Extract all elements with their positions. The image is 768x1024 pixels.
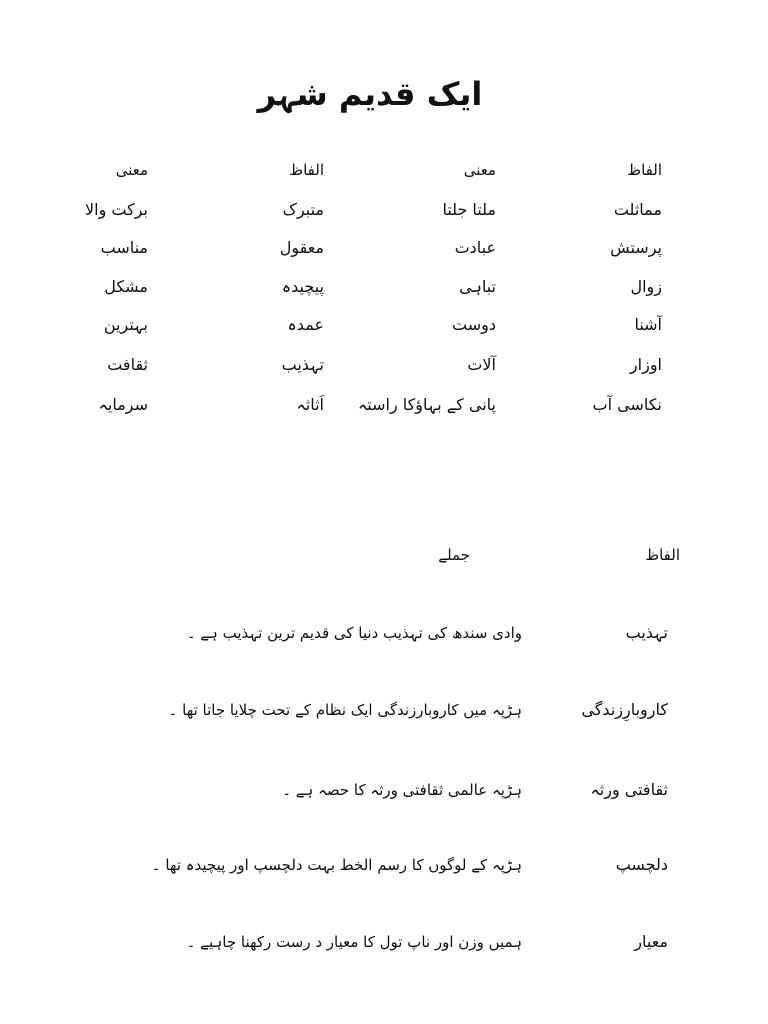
vocab-meaning: آلات [467,355,496,374]
vocab-word: معقول [279,238,324,257]
sentence-text: ہڑپہ میں کاروبارزندگی ایک نظام کے تحت چلایا جاتا تھا ۔ [168,701,522,719]
vocab-word: اوزار [629,355,662,374]
sentence-word: دلچسپ [615,855,668,874]
sentence-text: ہڑپہ عالمی ثقافتی ورثہ کا حصہ ہے ۔ [282,781,522,799]
vocab-word: متبرک [282,200,324,219]
vocab-word: نکاسی آب [592,395,662,414]
vocab-word: عمدہ [287,315,324,334]
vocab-meaning: برکت والا [85,200,148,219]
vocab-word: اَثاثہ [296,395,324,414]
vocab-meaning: تباہی [459,277,496,296]
sentence-word: تہذیب [625,623,668,642]
vocab-meaning: پانی کے بہاؤکا راستہ [357,395,496,414]
vocab-meaning: دوست [452,315,496,334]
vocab-word: پرستش [610,238,662,257]
header-meaning-2: معنی [115,161,148,179]
sentence-text: ہڑپہ کے لوگوں کا رسم الخط بہت دلچسپ اور پیچیدہ تھا ۔ [151,856,522,874]
vocab-word: مماثلت [613,200,662,219]
sentence-word: ثقافتی ورثہ [590,780,668,799]
vocab-meaning: ثقافت [107,355,148,374]
vocab-meaning: بہترین [103,315,148,334]
vocab-meaning: سرمایہ [98,395,148,414]
vocab-meaning: مناسب [100,238,148,257]
vocab-word: پیچیدہ [281,277,324,296]
sentence-word: کاروبارِزندگی [581,700,668,719]
vocab-meaning: مشکل [104,277,148,296]
vocab-word: زوال [630,277,662,296]
page-title: ایک قدیم شہر [257,75,483,113]
vocab-meaning: ملتا جلتا [442,200,496,219]
header-meaning-1: معنی [463,161,496,179]
header-words-1: الفاظ [627,161,662,179]
sentence-word: معیار [634,932,668,951]
vocab-word: آشنا [634,315,662,334]
sentences-header-words: الفاظ [645,546,680,564]
header-words-2: الفاظ [289,161,324,179]
sentences-header-sentences: جملے [438,546,470,564]
sentence-text: ہمیں وزن اور ناپ تول کا معیار د رست رکھنا چاہیے ۔ [186,933,522,951]
vocab-word: تہذیب [281,355,324,374]
sentence-text: وادی سندھ کی تہذیب دنیا کی قدیم ترین تہذیب ہے ۔ [186,624,522,642]
vocab-meaning: عبادت [454,238,496,257]
